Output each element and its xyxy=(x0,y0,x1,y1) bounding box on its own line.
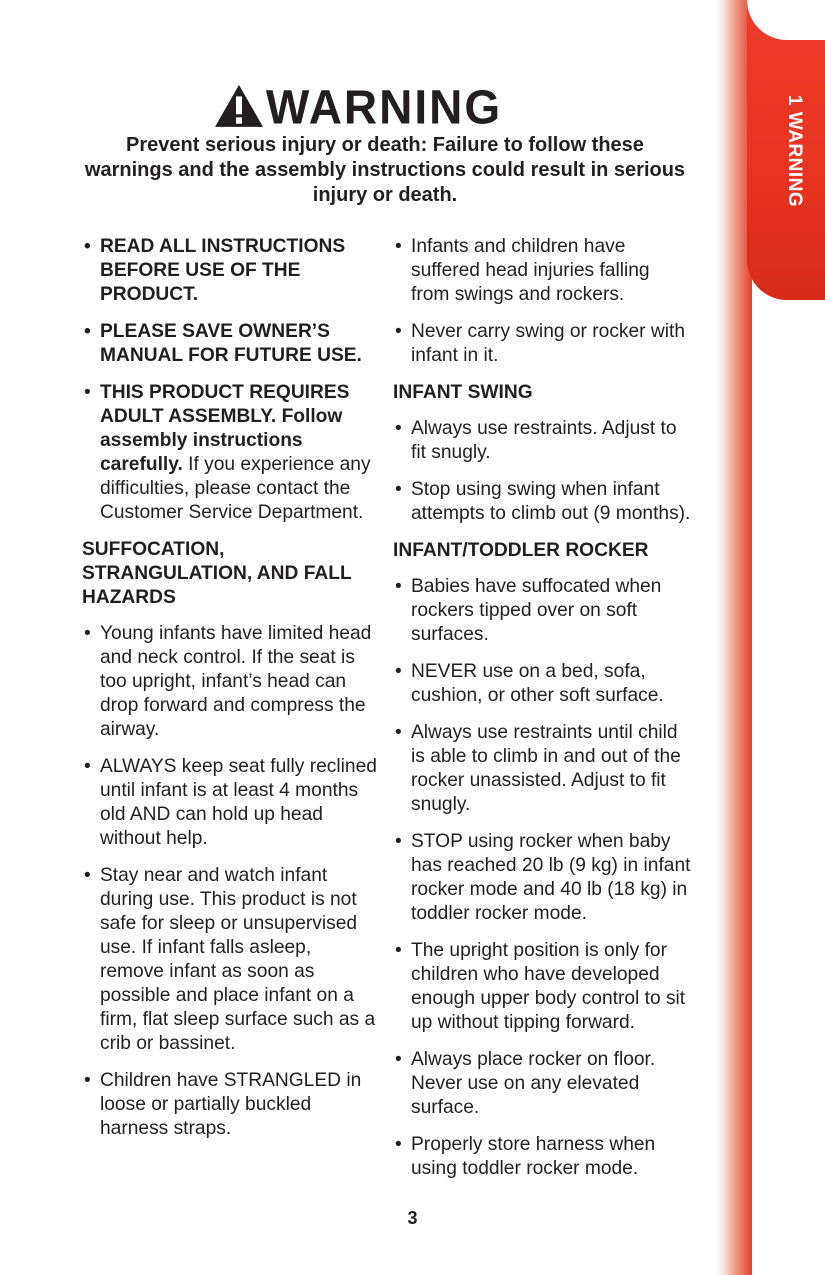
bullet-adult-assembly xyxy=(82,381,378,525)
list-item: • Babies have suffocated when rockers tipped over on soft surfaces. xyxy=(393,575,693,647)
list-item: • Never carry swing or rocker with infant in it. xyxy=(393,320,693,368)
list-item: • Always place rocker on floor. Never use on any elevated surface. xyxy=(393,1048,693,1120)
list-item: • Children have STRANGLED in loose or partially buckled harness straps. xyxy=(82,1069,378,1141)
bullet-save-manual: • PLEASE SAVE OWNER’S MANUAL FOR FUTURE USE. xyxy=(82,320,378,368)
warning-title-text: WARNING xyxy=(265,79,503,135)
page-number: 3 xyxy=(407,1208,418,1228)
adult-assembly-bold: THIS PRODUCT REQUIRES ADULT ASSEMBLY. Follow assembly instructions carefully. xyxy=(100,382,350,475)
section-tab-label: 1 WARNING xyxy=(784,95,805,208)
list-item: • Young infants have limited head and neck control. If the seat is too upright, infant’s head can drop forward and compress the airway. xyxy=(82,622,378,742)
list-item: • Stop using swing when infant attempts to climb out (9 months). xyxy=(393,478,693,526)
section-heading-rocker: INFANT/TODDLER ROCKER xyxy=(393,540,649,561)
adult-assembly-rest: If you experience any difficulties, please contact the Customer Service Department. xyxy=(100,454,371,523)
list-item: • Stay near and watch infant during use. This product is not safe for sleep or unsupervised use. If infant falls asleep, remove infant as soon as possible and place infant on a firm, flat sleep surface such as a crib or bassinet. xyxy=(82,864,378,1056)
list-item: • The upright position is only for children who have developed enough upper body control to sit up without tipping forward. xyxy=(393,939,693,1035)
section-heading-infant-swing: INFANT SWING xyxy=(393,382,533,403)
list-item: • STOP using rocker when baby has reached 20 lb (9 kg) in infant rocker mode and 40 lb (18 kg) in toddler rocker mode. xyxy=(393,830,693,926)
warning-triangle-icon xyxy=(214,84,264,138)
list-item: • ALWAYS keep seat fully reclined until infant is at least 4 months old AND can hold up head without help. xyxy=(82,755,378,851)
section-heading-hazards: SUFFOCATION, STRANGULATION, AND FALL HAZARDS xyxy=(82,539,352,608)
list-item: • Properly store harness when using toddler rocker mode. xyxy=(393,1133,693,1181)
list-item: • NEVER use on a bed, sofa, cushion, or other soft surface. xyxy=(393,660,693,708)
list-item: • Always use restraints until child is able to climb in and out of the rocker unassisted. Adjust to fit snugly. xyxy=(393,721,693,817)
list-item: • Always use restraints. Adjust to fit snugly. xyxy=(393,417,693,465)
warning-title xyxy=(0,81,716,138)
left-column xyxy=(82,235,378,1154)
bullet-read-instructions: • READ ALL INSTRUCTIONS BEFORE USE OF THE PRODUCT. xyxy=(82,235,378,307)
right-column xyxy=(393,235,693,1194)
warning-subtitle: Prevent serious injury or death: Failure to follow these warnings and the assembly instructions could result in serious injury or death. xyxy=(84,134,686,206)
list-item: • Infants and children have suffered head injuries falling from swings and rockers. xyxy=(393,235,693,307)
